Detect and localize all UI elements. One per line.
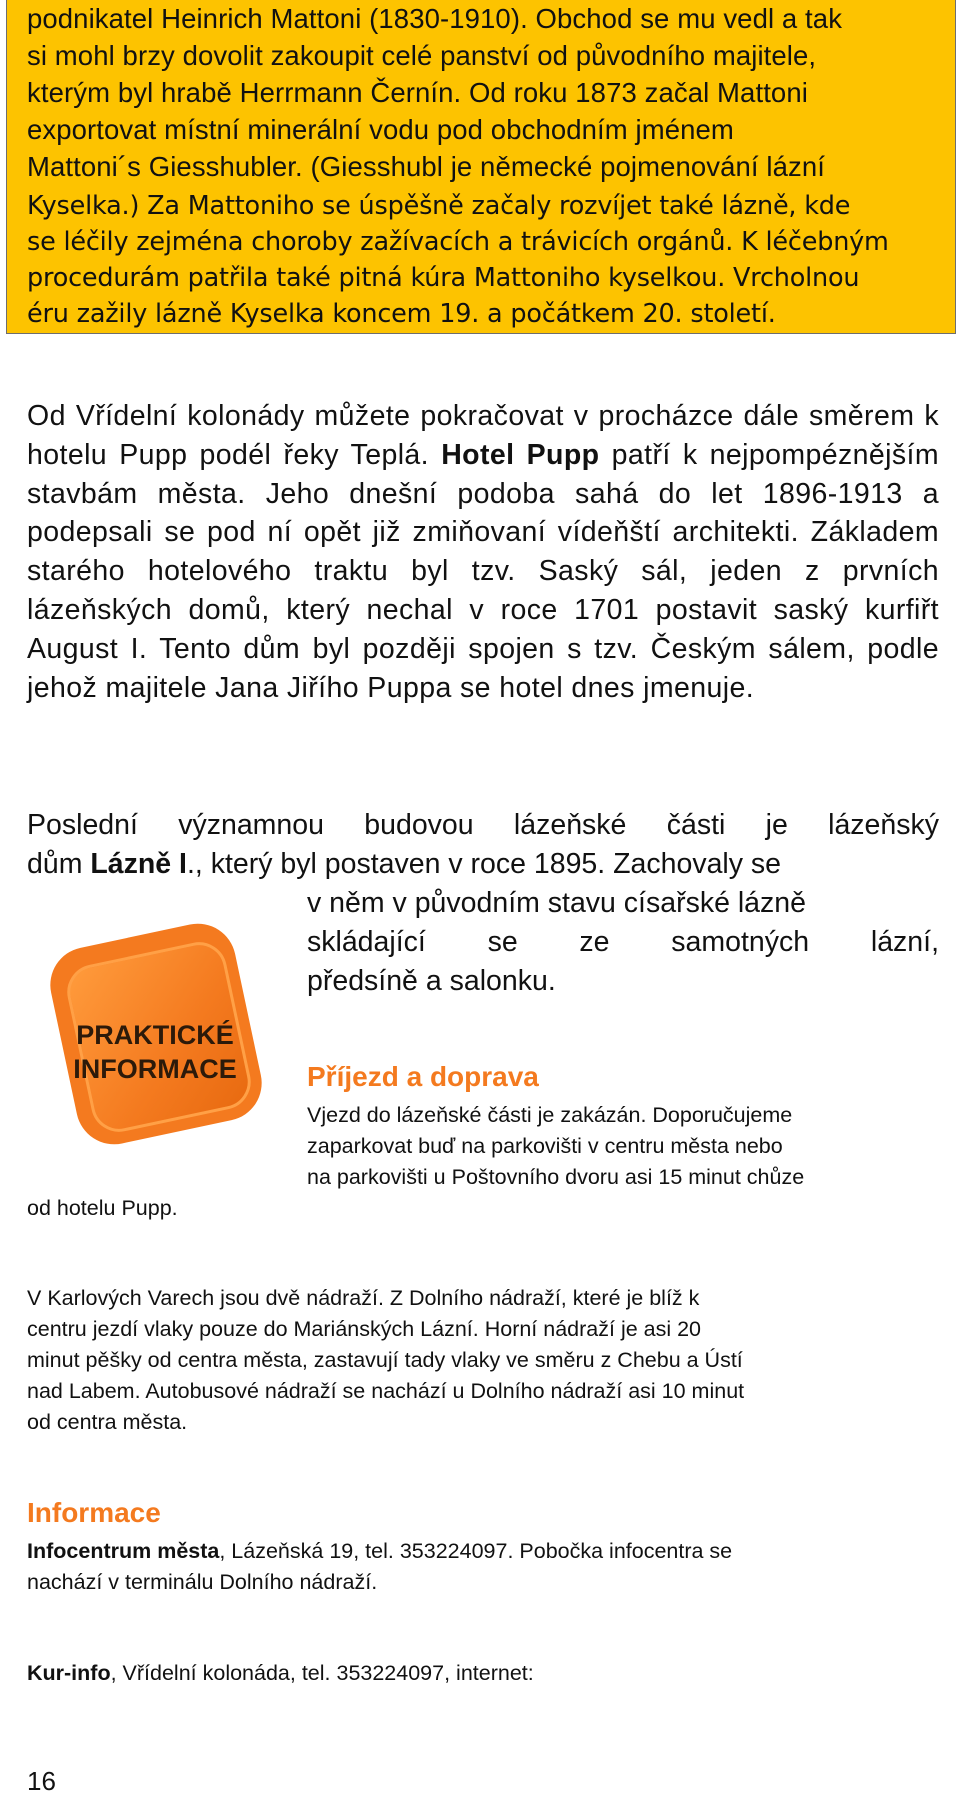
prijezd-heading: Příjezd a doprava <box>307 1061 539 1092</box>
prijezd-line: Vjezd do lázeňské části je zakázán. Doporučujeme <box>307 1103 793 1127</box>
prijezd-line: na parkovišti u Poštovního dvoru asi 15 minut chůze <box>307 1165 805 1189</box>
hotel-pupp-bold: Hotel Pupp <box>441 438 600 471</box>
history-line: Mattoni´s Giesshubler. (Giesshubl je německé pojmenování lázní <box>27 151 825 182</box>
lazne-line <box>27 845 939 883</box>
kur-info-name: Kur-info <box>27 1661 111 1685</box>
lazne-bold: Lázně I <box>90 848 187 880</box>
nadrazi-line: minut pěšky od centra města, zastavují tady vlaky ve směru z Chebu a Ústí <box>27 1348 743 1372</box>
history-line: éru zažily lázně Kyselka koncem 19. a počátkem 20. století. <box>27 299 776 329</box>
nadrazi-line: nad Labem. Autobusové nádraží se nachází u Dolního nádraží asi 10 minut <box>27 1379 745 1403</box>
lazne-line: Poslední významnou budovou lázeňské části je lázeňský <box>27 809 939 841</box>
badge-line: PRAKTICKÉ <box>76 1020 234 1050</box>
hotel-pupp-paragraph <box>27 397 939 707</box>
history-line: kterým byl hrabě Herrmann Černín. Od roku 1873 začal Mattoni <box>27 77 808 108</box>
infocentrum-text: , Lázeňská 19, tel. 353224097. Pobočka infocentra se <box>219 1539 733 1563</box>
infocentrum-line: nachází v terminálu Dolního nádraží. <box>27 1570 378 1594</box>
history-line: se léčily zejména choroby zažívacích a trávicích orgánů. K léčebným <box>27 227 889 257</box>
badge-line: INFORMACE <box>73 1054 237 1084</box>
history-line: procedurám patřila také pitná kúra Mattoniho kyselkou. Vrcholnou <box>27 263 860 293</box>
history-line: si mohl brzy dovolit zakoupit celé panství od původního majitele, <box>27 40 817 71</box>
nadrazi-line: centru jezdí vlaky pouze do Mariánských Lázní. Horní nádraží je asi 20 <box>27 1317 702 1341</box>
lazne-text: dům <box>27 848 91 880</box>
lazne-line: skládající se ze samotných lázní, <box>307 926 939 958</box>
badge-label <box>40 1018 270 1086</box>
history-line: exportovat místní minerální vodu pod obchodním jménem <box>27 114 734 145</box>
nadrazi-line: od centra města. <box>27 1410 188 1434</box>
kur-info-line <box>27 1658 534 1690</box>
infocentrum-name: Infocentrum města <box>27 1539 220 1563</box>
history-box <box>6 0 956 334</box>
paragraph-text: Od Vřídelní kolonády můžete pokračovat v procházce dále směrem k hotelu Pupp podél řeky Teplá. <box>27 400 939 471</box>
praktické-informace-badge <box>40 920 270 1150</box>
history-line: podnikatel Heinrich Mattoni (1830-1910). Obchod se mu vedl a tak <box>27 3 843 34</box>
infocentrum-line <box>27 1536 732 1568</box>
history-line: Kyselka.) Za Mattoniho se úspěšně začaly rozvíjet také lázně, kde <box>27 191 851 221</box>
kur-info-text: , Vřídelní kolonáda, tel. 353224097, internet: <box>110 1661 534 1685</box>
prijezd-line: od hotelu Pupp. <box>27 1196 178 1220</box>
lazne-line: v něm v původním stavu císařské lázně <box>307 887 806 919</box>
paragraph-text: patří k nejpompéznějším stavbám města. Jeho dnešní podoba sahá do let 1896-1913 a podepsali se pod ní opět již zmiňovaní vídeňští architekti. Základem starého hotelového traktu byl tzv. Saský sál, jeden z prvních lázeňských domů, který nechal v roce 1701 postavit saský kurfiřt August I. Tento dům byl později spojen s tzv. Českým sálem, podle jehož majitele Jana Jiřího Puppa se hotel dnes jmenuje. <box>27 438 940 704</box>
nadrazi-line: V Karlových Varech jsou dvě nádraží. Z Dolního nádraží, které je blíž k <box>27 1286 700 1310</box>
lazne-line: předsíně a salonku. <box>307 965 556 997</box>
informace-heading: Informace <box>27 1497 161 1528</box>
page-number: 16 <box>27 1766 56 1796</box>
prijezd-line: zaparkovat buď na parkovišti v centru města nebo <box>307 1134 783 1158</box>
lazne-text: ., který byl postaven v roce 1895. Zachovaly se <box>186 848 782 880</box>
